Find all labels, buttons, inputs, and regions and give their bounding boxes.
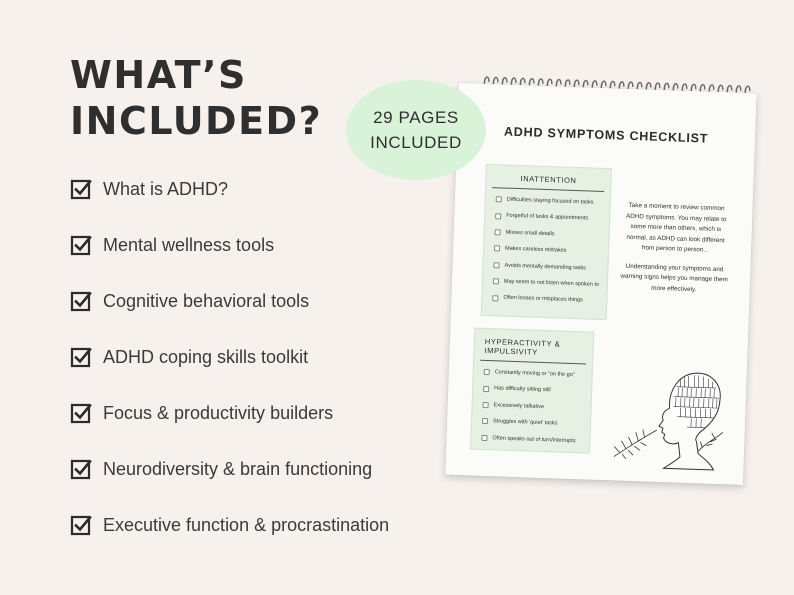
checklist-item-label: Misses small details (505, 229, 555, 238)
feature-item (70, 226, 389, 282)
feature-label: Neurodiversity & brain functioning (103, 459, 373, 479)
checklist-item-label: Often speaks out of turn/interrupts (492, 434, 576, 444)
page-title: ADHD SYMPTOMS CHECKLIST (503, 124, 709, 146)
head-with-bookshelf-illustration (605, 358, 729, 472)
intro-note (617, 201, 732, 305)
checked-box-icon (70, 514, 92, 536)
headline (70, 52, 322, 144)
feature-label: Cognitive behavioral tools (103, 291, 310, 311)
empty-checkbox-icon (481, 435, 487, 441)
checked-box-icon (70, 458, 92, 480)
inattention-heading: INATTENTION (520, 174, 577, 186)
feature-item (70, 282, 389, 338)
checklist-item-label: Makes careless mistakes (504, 245, 567, 254)
feature-item (70, 394, 389, 450)
empty-checkbox-icon (483, 386, 489, 392)
hyperactivity-section (470, 328, 594, 454)
pages-count-badge (346, 80, 486, 180)
checklist-item-label: Difficulties staying focused on tasks (506, 196, 594, 206)
intro-paragraph: Understanding your symptoms and warning signs helps you manage them more effectively. (620, 262, 728, 293)
intro-paragraph: Take a moment to review common ADHD symptoms. You may relate to some more than others, which is normal, as ADHD can look different from person to person... (625, 201, 727, 254)
feature-label: Mental wellness tools (103, 235, 275, 255)
checklist-page-preview (445, 71, 759, 491)
checklist-item (481, 430, 590, 450)
checklist-page (445, 83, 756, 485)
checklist-item-label: Constantly moving or "on the go" (494, 369, 575, 379)
feature-label: Executive function & procrastination (103, 515, 390, 535)
feature-item (70, 450, 389, 506)
checklist-item-label: Often looses or misplaces things (503, 295, 583, 304)
checked-box-icon (70, 402, 92, 424)
feature-label: What is ADHD? (103, 179, 229, 199)
badge-line-2: INCLUDED (370, 133, 462, 152)
empty-checkbox-icon (495, 229, 501, 235)
empty-checkbox-icon (494, 246, 500, 252)
checked-box-icon (70, 178, 92, 200)
inattention-section (481, 164, 612, 320)
checked-box-icon (70, 346, 92, 368)
badge-line-1: 29 PAGES (373, 108, 459, 127)
hyperactivity-heading: HYPERACTIVITY & IMPULSIVITY (484, 336, 561, 357)
empty-checkbox-icon (493, 262, 499, 268)
checklist-item-label: Forgetful of tasks & appointments (506, 213, 589, 222)
checklist-item-label: May seem to not listen when spoken to (503, 278, 600, 288)
empty-checkbox-icon (482, 402, 488, 408)
feature-item (70, 506, 389, 562)
feature-list (70, 170, 389, 562)
empty-checkbox-icon (492, 295, 498, 301)
checklist-item-label: Struggles with 'quiet' tasks (492, 418, 558, 427)
empty-checkbox-icon (496, 196, 502, 202)
checklist-item-label: Avoids mentally demanding tasks (504, 262, 587, 272)
checklist-item-label: Has difficulty sitting still (494, 385, 551, 394)
checked-box-icon (70, 234, 92, 256)
headline-line-2: INCLUDED? (70, 99, 323, 143)
empty-checkbox-icon (495, 213, 501, 219)
headline-line-1: WHAT’S (70, 53, 247, 97)
feature-label: Focus & productivity builders (103, 403, 334, 423)
checked-box-icon (70, 290, 92, 312)
empty-checkbox-icon (482, 418, 488, 424)
empty-checkbox-icon (484, 369, 490, 375)
empty-checkbox-icon (493, 278, 499, 284)
feature-item (70, 170, 389, 226)
checklist-item-label: Excessively talkative (493, 402, 545, 410)
feature-label: ADHD coping skills toolkit (103, 347, 309, 367)
feature-item (70, 338, 389, 394)
